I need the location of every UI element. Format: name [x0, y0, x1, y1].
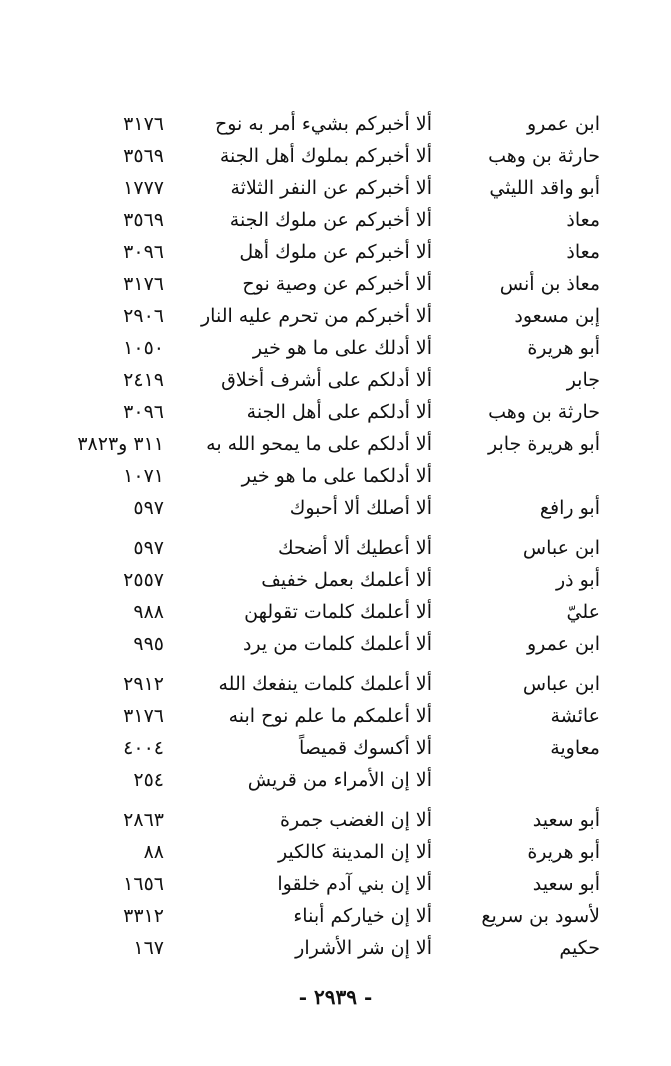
hadith-number: ٥٩٧	[133, 537, 164, 559]
hadith-opening: ألا إن الأمراء من قريش	[247, 769, 432, 791]
narrator-name: عليّ	[566, 601, 600, 623]
hadith-number: ١٧٧٧	[123, 177, 164, 199]
narrator-name: ابن عباس	[522, 537, 600, 559]
hadith-opening: ألا أخبركم بملوك أهل الجنة	[219, 145, 432, 167]
hadith-opening: ألا أدلكم على أشرف أخلاق	[221, 369, 432, 391]
hadith-number: ٣١٧٦	[123, 705, 164, 727]
hadith-number: ٢٩١٢	[123, 673, 164, 695]
narrator-name: لأسود بن سريع	[481, 905, 600, 927]
index-row	[40, 900, 600, 932]
hadith-number: ٣٥٦٩	[123, 209, 164, 231]
narrator-name: عائشة	[550, 705, 600, 727]
hadith-number: ٣٥٦٩	[123, 145, 164, 167]
index-row	[40, 332, 600, 364]
hadith-opening: ألا أخبركم عن ملوك أهل	[239, 241, 432, 263]
index-row	[40, 140, 600, 172]
index-row	[40, 460, 600, 492]
narrator-name: حكيم	[559, 937, 600, 959]
hadith-number: ٣٣١٢	[123, 905, 164, 927]
hadith-number: ٣١٧٦	[123, 113, 164, 135]
index-row	[40, 108, 600, 140]
narrator-name: معاوية	[550, 737, 600, 759]
index-row	[40, 764, 600, 796]
narrator-name: أبو هريرة جابر	[488, 433, 600, 455]
hadith-opening: ألا أصلك ألا أحبوك	[289, 497, 432, 519]
narrator-name: أبو ذر	[555, 569, 600, 591]
hadith-number: ٢٥٤	[133, 769, 164, 791]
hadith-opening: ألا أعلمك كلمات تقولهن	[244, 601, 432, 623]
index-row	[40, 564, 600, 596]
index-row	[40, 668, 600, 700]
narrator-name: إبن مسعود	[514, 305, 600, 327]
hadith-opening: ألا أعلمك بعمل خفيف	[261, 569, 432, 591]
hadith-number: ٢٥٥٧	[123, 569, 164, 591]
hadith-opening: ألا إن شر الأشرار	[295, 937, 432, 959]
narrator-name: ابن عباس	[522, 673, 600, 695]
hadith-number: ٨٨	[143, 841, 164, 863]
hadith-opening: ألا أعلمك كلمات من يرد	[242, 633, 432, 655]
hadith-opening: ألا أخبركم بشيء أمر به نوح	[214, 113, 432, 135]
index-row	[40, 532, 600, 564]
narrator-name: ابن عمرو	[526, 113, 600, 135]
narrator-name: معاذ بن أنس	[499, 273, 600, 295]
hadith-number: ٩٨٨	[133, 601, 164, 623]
hadith-number: ١٦٥٦	[123, 873, 164, 895]
narrator-name: حارثة بن وهب	[488, 401, 600, 423]
hadith-opening: ألا أخبركم من تحرم عليه النار	[201, 305, 432, 327]
page-number: - ٢٩٣٩ -	[298, 985, 373, 1009]
index-row	[40, 236, 600, 268]
hadith-number: ٢٨٦٣	[123, 809, 164, 831]
index-row	[40, 204, 600, 236]
hadith-number: ٤٠٠٤	[123, 737, 164, 759]
hadith-opening: ألا أخبركم عن ملوك الجنة	[229, 209, 432, 231]
narrator-name: أبو سعيد	[532, 873, 600, 895]
index-row	[40, 268, 600, 300]
hadith-opening: ألا أعلمك كلمات ينفعك الله	[218, 673, 432, 695]
hadith-opening: ألا أدلكما على ما هو خير	[241, 465, 432, 487]
hadith-opening: ألا أعطيك ألا أضحك	[278, 537, 432, 559]
narrator-name: معاذ	[566, 209, 600, 231]
hadith-number: ١٠٥٠	[123, 337, 164, 359]
index-row	[40, 700, 600, 732]
hadith-opening: ألا أخبركم عن النفر الثلاثة	[230, 177, 432, 199]
hadith-opening: ألا أدلكم على أهل الجنة	[246, 401, 432, 423]
index-row	[40, 596, 600, 628]
index-row	[40, 836, 600, 868]
narrator-name: أبو واقد الليثي	[489, 177, 600, 199]
index-row	[40, 732, 600, 764]
hadith-number: ٥٩٧	[133, 497, 164, 519]
hadith-number: ٣٠٩٦	[123, 241, 164, 263]
hadith-opening: ألا أدلك على ما هو خير	[252, 337, 432, 359]
narrator-name: ابن عمرو	[526, 633, 600, 655]
index-row	[40, 300, 600, 332]
narrator-name: معاذ	[566, 241, 600, 263]
hadith-number: ٩٩٥	[133, 633, 164, 655]
hadith-opening: ألا إن خياركم أبناء	[293, 905, 432, 927]
hadith-opening: ألا أعلمكم ما علم نوح ابنه	[228, 705, 432, 727]
narrator-name: جابر	[566, 369, 600, 391]
narrator-name: أبو هريرة	[527, 841, 600, 863]
index-row	[40, 932, 600, 964]
hadith-number: ١٠٧١	[123, 465, 164, 487]
hadith-opening: ألا إن الغضب جمرة	[280, 809, 432, 831]
index-row	[40, 396, 600, 428]
hadith-opening: ألا أكسوك قميصاً	[298, 737, 432, 759]
index-row	[40, 804, 600, 836]
index-row	[40, 492, 600, 524]
hadith-number: ٢٤١٩	[123, 369, 164, 391]
hadith-number: ٣١٧٦	[123, 273, 164, 295]
index-row	[40, 428, 600, 460]
narrator-name: أبو هريرة	[527, 337, 600, 359]
hadith-number: ٣١١ و٣٨٢٣	[77, 433, 164, 455]
index-row	[40, 628, 600, 660]
hadith-opening: ألا إن بني آدم خلقوا	[277, 873, 432, 895]
index-row	[40, 172, 600, 204]
index-list	[40, 108, 600, 964]
hadith-number: ٢٩٠٦	[123, 305, 164, 327]
hadith-opening: ألا إن المدينة كالكير	[277, 841, 432, 863]
narrator-name: حارثة بن وهب	[488, 145, 600, 167]
narrator-name: أبو سعيد	[532, 809, 600, 831]
hadith-number: ١٦٧	[133, 937, 164, 959]
hadith-opening: ألا أخبركم عن وصية نوح	[242, 273, 432, 295]
index-row	[40, 364, 600, 396]
hadith-opening: ألا أدلكم على ما يمحو الله به	[206, 433, 432, 455]
narrator-name: أبو رافع	[539, 497, 600, 519]
index-row	[40, 868, 600, 900]
hadith-number: ٣٠٩٦	[123, 401, 164, 423]
